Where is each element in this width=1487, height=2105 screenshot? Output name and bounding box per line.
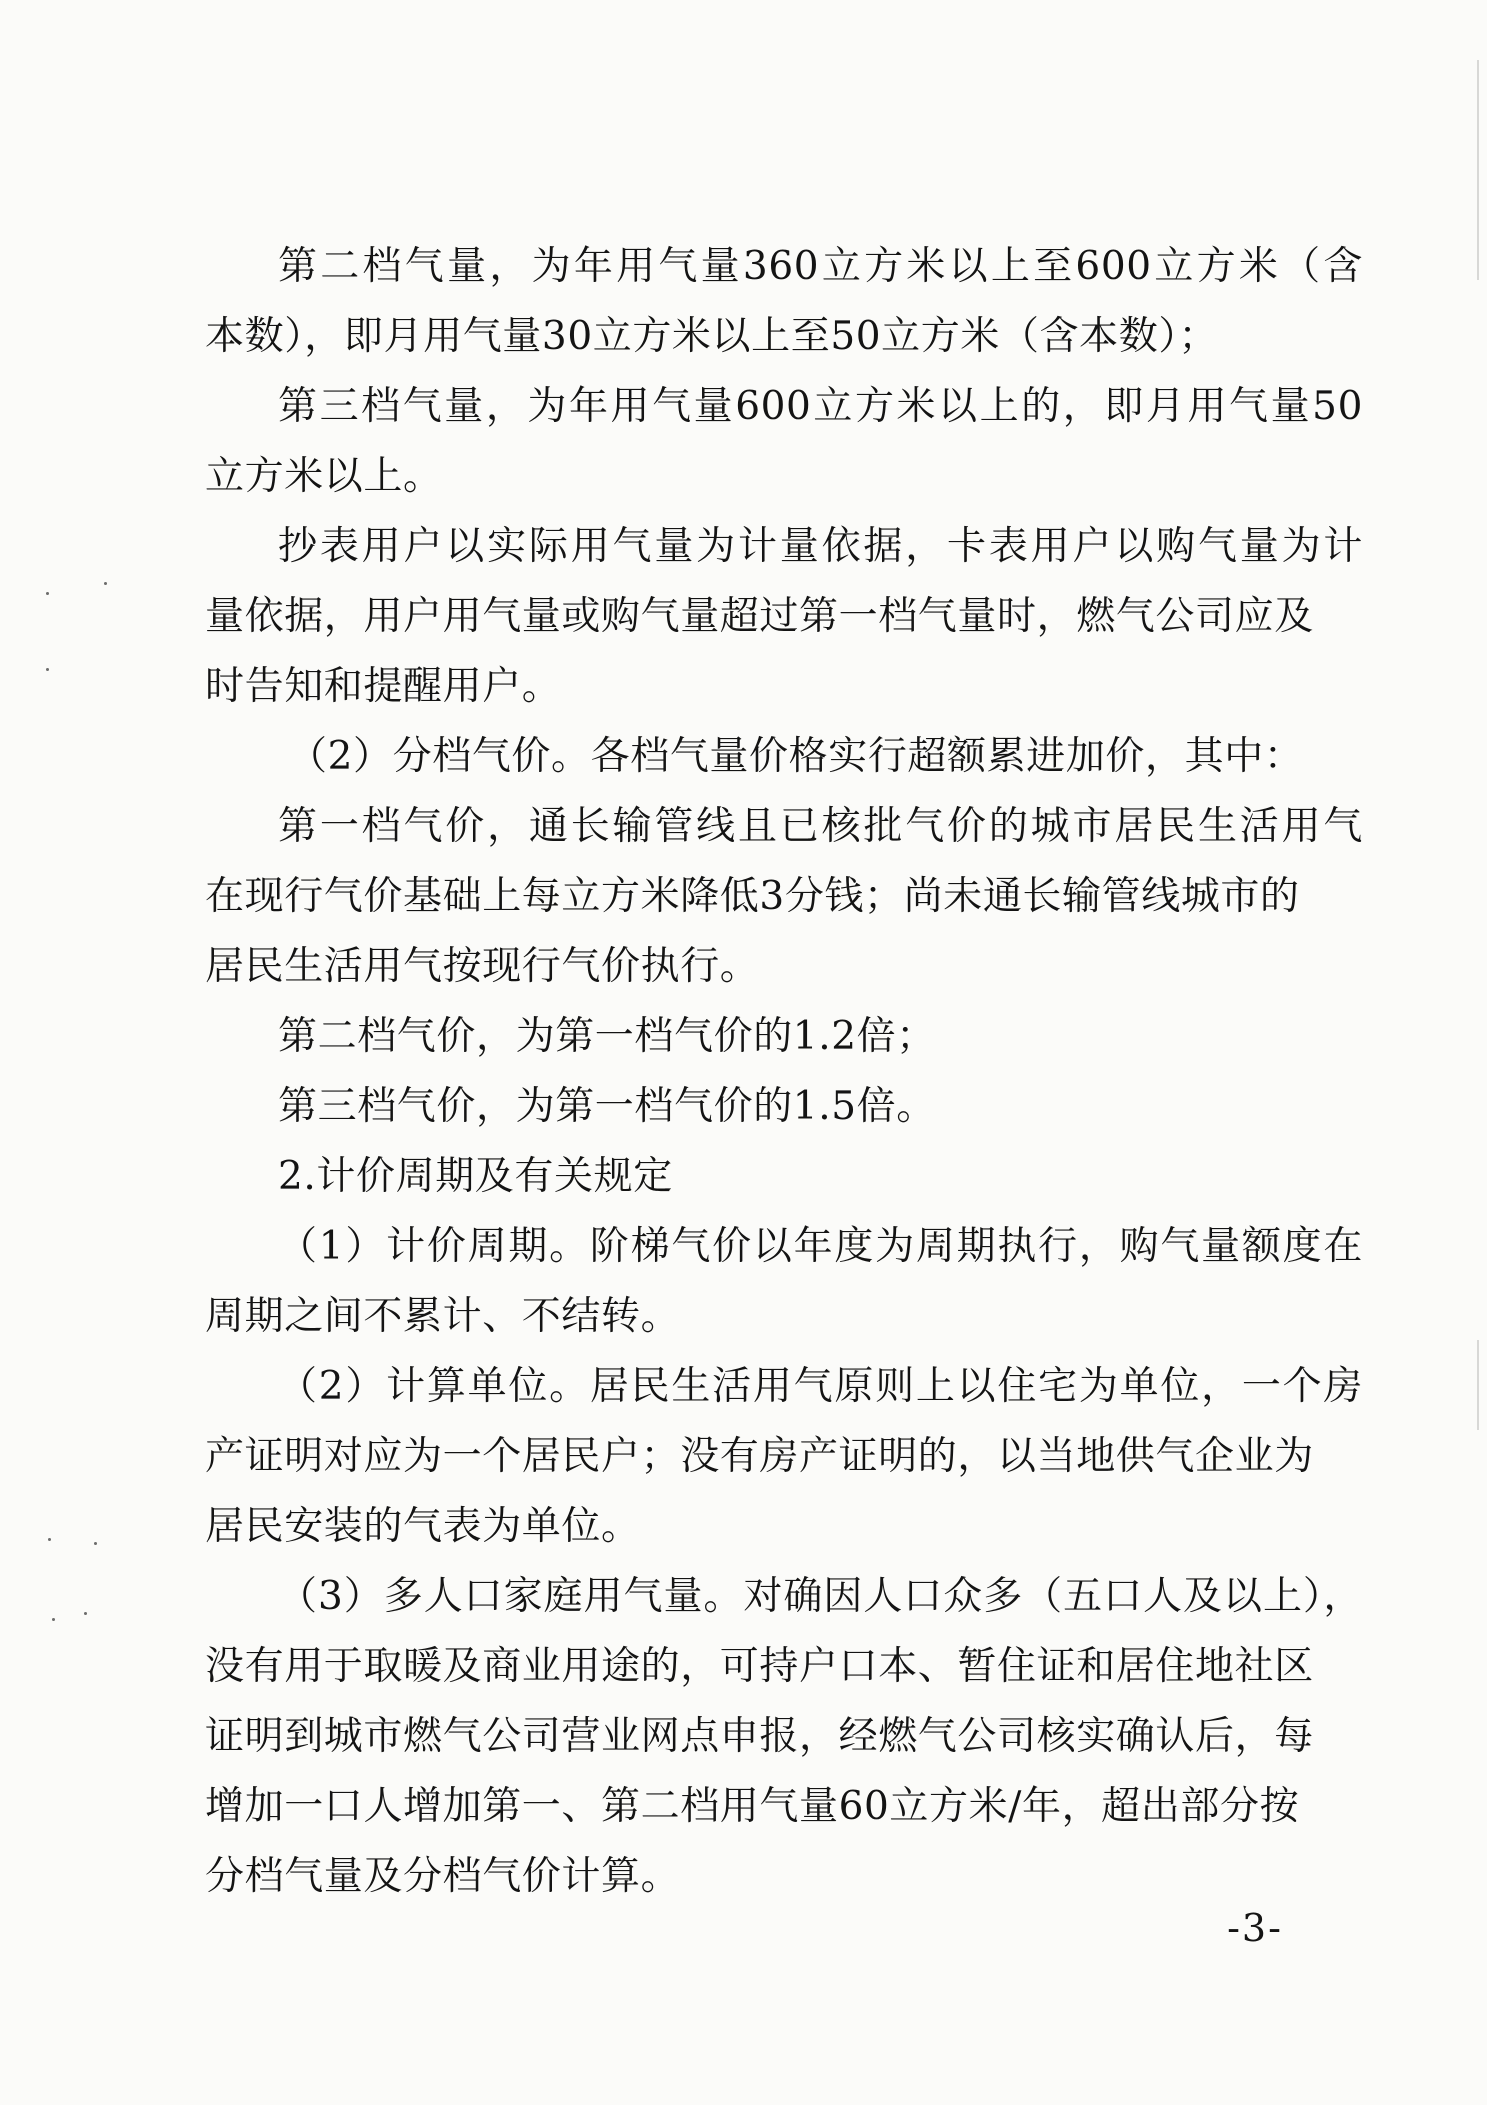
page-number: -3-	[1227, 1906, 1283, 1950]
text-line-tier1-price-cont2: 居民生活用气按现行气价执行。	[205, 944, 760, 989]
text-line-calc-unit: （2）计算单位。居民生活用气原则上以住宅为单位，一个房	[278, 1364, 1363, 1409]
text-line-large-household: （3）多人口家庭用气量。对确因人口众多（五口人及以上），	[278, 1574, 1363, 1619]
text-line-calc-unit-cont2: 居民安装的气表为单位。	[205, 1504, 641, 1549]
text-line-tier3-price: 第三档气价，为第一档气价的1.5倍。	[278, 1084, 936, 1129]
text-line-tier3-volume-cont: 立方米以上。	[205, 454, 443, 499]
text-line-tier1-price-cont1: 在现行气价基础上每立方米降低3分钱；尚未通长输管线城市的	[205, 874, 1300, 919]
text-line-large-household-cont4: 分档气量及分档气价计算。	[205, 1854, 681, 1899]
text-line-tier2-volume-cont: 本数），即月用气量30立方米以上至50立方米（含本数）；	[205, 314, 1219, 359]
scan-speck	[46, 592, 49, 595]
scan-speck	[104, 582, 107, 585]
text-line-metering-basis-cont1: 量依据，用户用气量或购气量超过第一档气量时，燃气公司应及	[205, 594, 1314, 639]
scan-speck	[84, 1612, 87, 1615]
text-line-calc-unit-cont1: 产证明对应为一个居民户；没有房产证明的，以当地供气企业为	[205, 1434, 1314, 1479]
scan-edge-mark	[1477, 60, 1479, 280]
scan-speck	[52, 1618, 55, 1621]
text-line-tier2-volume: 第二档气量，为年用气量360立方米以上至600立方米（含	[278, 244, 1363, 289]
scan-edge-mark	[1477, 1340, 1479, 1430]
text-line-tier1-price: 第一档气价，通长输管线且已核批气价的城市居民生活用气	[278, 804, 1363, 849]
text-line-metering-basis: 抄表用户以实际用气量为计量依据，卡表用户以购气量为计	[278, 524, 1363, 569]
text-line-metering-basis-cont2: 时告知和提醒用户。	[205, 664, 562, 709]
text-line-large-household-cont2: 证明到城市燃气公司营业网点申报，经燃气公司核实确认后，每	[205, 1714, 1314, 1759]
scan-speck	[94, 1542, 97, 1545]
subheading-tiered-price: （2）分档气价。各档气量价格实行超额累进加价，其中：	[288, 734, 1304, 779]
section-heading-pricing-period: 2.计价周期及有关规定	[278, 1154, 673, 1199]
text-line-pricing-period: （1）计价周期。阶梯气价以年度为周期执行，购气量额度在	[278, 1224, 1363, 1269]
text-line-large-household-cont3: 增加一口人增加第一、第二档用气量60立方米/年，超出部分按	[205, 1784, 1300, 1829]
text-line-tier2-price: 第二档气价，为第一档气价的1.2倍；	[278, 1014, 936, 1059]
text-line-tier3-volume: 第三档气量，为年用气量600立方米以上的，即月用气量50	[278, 384, 1363, 429]
text-line-large-household-cont1: 没有用于取暖及商业用途的，可持户口本、暂住证和居住地社区	[205, 1644, 1314, 1689]
text-line-pricing-period-cont: 周期之间不累计、不结转。	[205, 1294, 681, 1339]
scan-speck	[48, 1538, 51, 1541]
scan-speck	[46, 668, 49, 671]
